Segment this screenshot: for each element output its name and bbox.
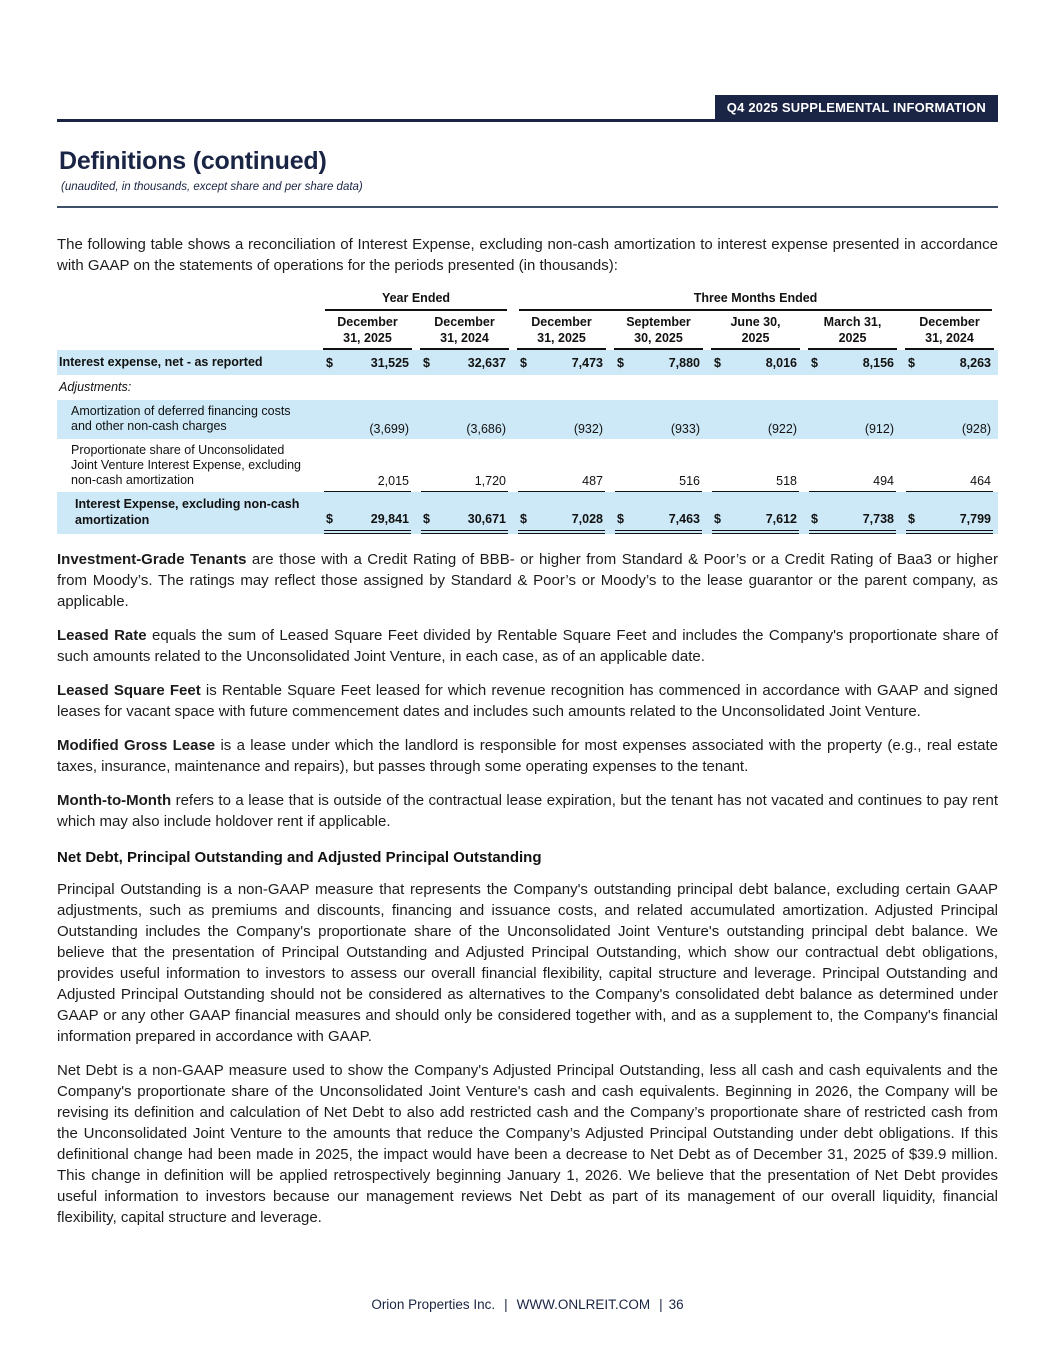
- value-cell: $ 7,463: [610, 492, 707, 534]
- value-cell: (928): [961, 421, 991, 436]
- interest-expense-reconciliation-table: [57, 291, 998, 534]
- column-header: December 31, 2025: [513, 311, 610, 350]
- value-cell: 516: [610, 439, 707, 493]
- net-debt-section-heading: Net Debt, Principal Outstanding and Adjusted Principal Outstanding: [57, 848, 542, 866]
- column-header-row: [57, 311, 998, 350]
- empty-corner-cell: [57, 291, 319, 311]
- value-cell: 518: [707, 439, 804, 493]
- footer-separator: |: [504, 1297, 508, 1312]
- definition-modified-gross-lease: Modified Gross Lease is a lease under which the landlord is responsible for most expenses associated with the property (e.g., real estate taxes, insurance, maintenance and repairs), but passes through some operating expenses to the tenant.: [57, 736, 999, 775]
- column-header: December 31, 2025: [319, 311, 416, 350]
- value-cell: 487: [513, 439, 610, 493]
- value-cell: (912): [864, 421, 894, 436]
- value-cell: $ 29,841: [319, 492, 416, 534]
- column-header: September 30, 2025: [610, 311, 707, 350]
- table-row-proportionate-share-jv: [57, 439, 998, 493]
- definition-investment-grade-tenants: Investment-Grade Tenants are those with a Credit Rating of BBB- or higher from Standard & Poor’s or a Credit Rating of Baa3 or higher from Moody’s. The ratings may reflect those assigned by Standard & Poor’s or Moody’s to the lease guarantor or the parent company, as applicable.: [57, 550, 998, 610]
- value-cell: 1,720: [416, 439, 513, 493]
- row-label: Amortization of deferred financing costs and other non-cash charges: [71, 404, 291, 434]
- column-header: December 31, 2024: [416, 311, 513, 350]
- value-cell: $ 8,156: [811, 355, 894, 370]
- column-header: June 30, 2025: [707, 311, 804, 350]
- footer-company: Orion Properties Inc.: [371, 1297, 496, 1312]
- value-cell: $ 8,263: [908, 355, 991, 370]
- value-cell: $ 8,016: [714, 355, 797, 370]
- row-label: Interest expense, net - as reported: [59, 354, 263, 369]
- value-cell: (933): [670, 421, 700, 436]
- value-cell: (932): [573, 421, 603, 436]
- definition-leased-rate: Leased Rate equals the sum of Leased Square Feet divided by Rentable Square Feet and includes the Company's proportionate share of such amounts related to the Unconsolidated Joint Venture, in each case, as of an applicable date.: [57, 626, 999, 665]
- header-rule: [57, 95, 998, 122]
- table-row-interest-expense-reported: [57, 350, 998, 375]
- intro-paragraph: The following table shows a reconciliation of Interest Expense, excluding non-cash amortization to interest expense presented in accordance with GAAP on the statements of operations for the periods presented (in thousands):: [57, 236, 998, 274]
- principal-outstanding-paragraph: Principal Outstanding is a non-GAAP measure that represents the Company's outstanding principal debt balance, excluding certain GAAP adjustments, such as premiums and discounts, financing and issuance costs, and related accumulated amortization. Adjusted Principal Outstanding includes the Company's proportionate share of the Unconsolidated Joint Venture's outstanding principal debt balance. We believe that the presentation of Principal Outstanding and Adjusted Principal Outstanding, which show our contractual debt obligations, provides useful information to investors to assess our overall financial flexibility, capital structure and leverage. Principal Outstanding and Adjusted Principal Outstanding should not be considered as alternatives to the Company's consolidated debt balance as determined under GAAP or any other GAAP financial measures and should only be considered together with, and as a supplement to, the Company's financial information prepared in accordance with GAAP.: [57, 880, 998, 1045]
- value-cell: $ 7,738: [804, 492, 901, 534]
- divider-rule: [57, 206, 998, 208]
- net-debt-paragraph: Net Debt is a non-GAAP measure used to show the Company's Adjusted Principal Outstanding, less all cash and cash equivalents and the Company's proportionate share of the Unconsolidated Joint Venture's cash and cash equivalents. Beginning in 2026, the Company will be revising its definition and calculation of Net Debt to also add restricted cash and the Company’s proportionate share of restricted cash from the Unconsolidated Joint Venture to the amounts that reduce the Company’s Adjusted Principal Outstanding under debt obligations. If this definitional change had been made in 2025, the impact would have been a decrease to Net Debt as of December 31, 2025 of $39.9 million. This change in definition will be applied retrospectively beginning January 1, 2026. We believe that the presentation of Net Debt provides useful information to investors because our management reviews Net Debt as part of its management of our overall liquidity, financial flexibility, capital structure and leverage.: [57, 1061, 998, 1226]
- definition-leased-square-feet: Leased Square Feet is Rentable Square Feet leased for which revenue recognition has commenced in accordance with GAAP and signed leases for vacant space with future commencement dates and includes such amounts related to the Unconsolidated Joint Venture.: [57, 681, 998, 720]
- table-row-adjustments: [57, 375, 998, 400]
- row-label: Interest Expense, excluding non-cash amortization: [75, 497, 300, 527]
- value-cell: $ 30,671: [416, 492, 513, 534]
- empty-corner-cell: [57, 311, 319, 350]
- value-cell: 494: [804, 439, 901, 493]
- value-cell: 2,015: [319, 439, 416, 493]
- year-ended-header: Year Ended: [319, 291, 513, 311]
- value-cell: $ 31,525: [326, 355, 409, 370]
- value-cell: $ 7,028: [513, 492, 610, 534]
- page-title: Definitions (continued): [59, 147, 327, 175]
- footer-page-number: 36: [668, 1297, 684, 1312]
- column-header: December 31, 2024: [901, 311, 998, 350]
- three-months-ended-header: Three Months Ended: [513, 291, 998, 311]
- value-cell: 464: [901, 439, 998, 493]
- value-cell: $ 32,637: [423, 355, 506, 370]
- table-row-interest-expense-excluding-noncash: [57, 492, 998, 534]
- page-footer: [0, 1297, 1055, 1312]
- value-cell: $ 7,473: [520, 355, 603, 370]
- report-banner: Q4 2025 SUPPLEMENTAL INFORMATION: [715, 95, 998, 119]
- group-header-row: [57, 291, 998, 311]
- footer-website: WWW.ONLREIT.COM: [516, 1297, 651, 1312]
- value-cell: (3,699): [369, 421, 409, 436]
- page-subtitle: (unaudited, in thousands, except share and per share data): [61, 181, 363, 193]
- footer-separator: |: [659, 1297, 663, 1312]
- value-cell: (3,686): [466, 421, 506, 436]
- value-cell: $ 7,799: [901, 492, 998, 534]
- table-row-amortization-deferred-financing: [57, 400, 998, 439]
- value-cell: $ 7,612: [707, 492, 804, 534]
- empty-cells: [319, 375, 998, 400]
- row-label: Adjustments:: [59, 379, 132, 394]
- value-cell: (922): [767, 421, 797, 436]
- definition-month-to-month: Month-to-Month refers to a lease that is outside of the contractual lease expiration, but the tenant has not vacated and continues to pay rent which may also include holdover rent if applicable.: [57, 791, 998, 830]
- value-cell: $ 7,880: [617, 355, 700, 370]
- row-label: Proportionate share of Unconsolidated Joint Venture Interest Expense, excluding non-cash amortization: [71, 442, 302, 488]
- column-header: March 31, 2025: [804, 311, 901, 350]
